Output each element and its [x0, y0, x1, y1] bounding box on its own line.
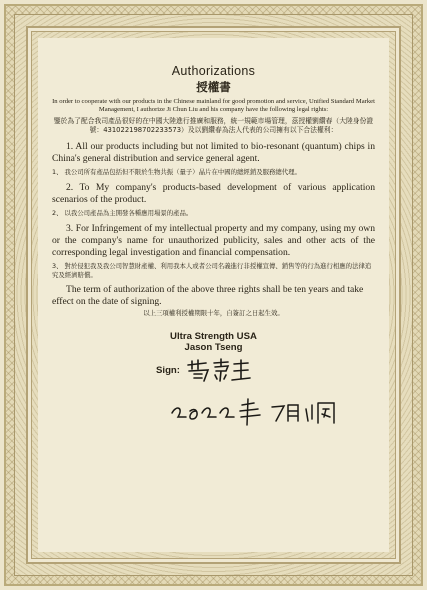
title-english: Authorizations — [171, 64, 256, 78]
term-chinese: 以上三項權利授權期限十年，自簽訂之日起生效。 — [143, 309, 284, 318]
item-3-chinese: 3、 對於侵犯我及我公司智慧財產權、利用我本人或者公司名義進行非授權宣傳、銷售等的行為進行相應的法律追究及經濟賠償。 — [52, 262, 372, 280]
person-name: Jason Tseng — [184, 342, 243, 354]
item-1-english: 1. All our products including but not limited to bio-resonant (quantum) chips in China's general distribution and service general agent. — [52, 141, 375, 164]
sign-row — [156, 357, 375, 383]
item-3-english: 3. For Infringement of my intellectual property and my company, using my own or the company's name for unauthorized publicity, sales and other acts of the corresponding legal investigation and financial compensation. — [52, 223, 375, 258]
term-english: The term of authorization of the above three rights shall be ten years and take effect on the date of signing. — [52, 284, 364, 307]
intro-english: In order to cooperate with our products in the Chinese mainland for good promotion and service, Unified Standard Market Management, I authorize Ji Chun Liu and his company have the following legal rights: — [52, 98, 375, 114]
intro-chinese: 鑒於為了配合我司產品很好的在中國大陸進行推廣和服務，統一規範市場管理，茲授權劉纘春（大陸身份證號：431022198702233573）及以劉纘春為法人代表的公司擁有以下合法權利： — [53, 116, 374, 135]
handwritten-signature — [184, 357, 254, 383]
handwritten-date-signature — [168, 397, 338, 427]
item-2-english: 2. To My company's products-based development of various application scenarios of the product. — [52, 182, 375, 205]
company-name: Ultra Strength USA — [170, 331, 257, 343]
signatory-block — [52, 331, 375, 353]
sign-label: Sign: — [156, 364, 180, 376]
title-chinese: 授權書 — [196, 80, 231, 94]
item-2-chinese: 2、 以我公司產品為主開發各種應用場景的產品。 — [52, 209, 193, 218]
document-body — [38, 38, 389, 552]
item-1-chinese: 1、 我公司所有產品包括但不限於生物共振（量子）晶片在中國的總經銷及服務總代理。 — [52, 168, 301, 177]
